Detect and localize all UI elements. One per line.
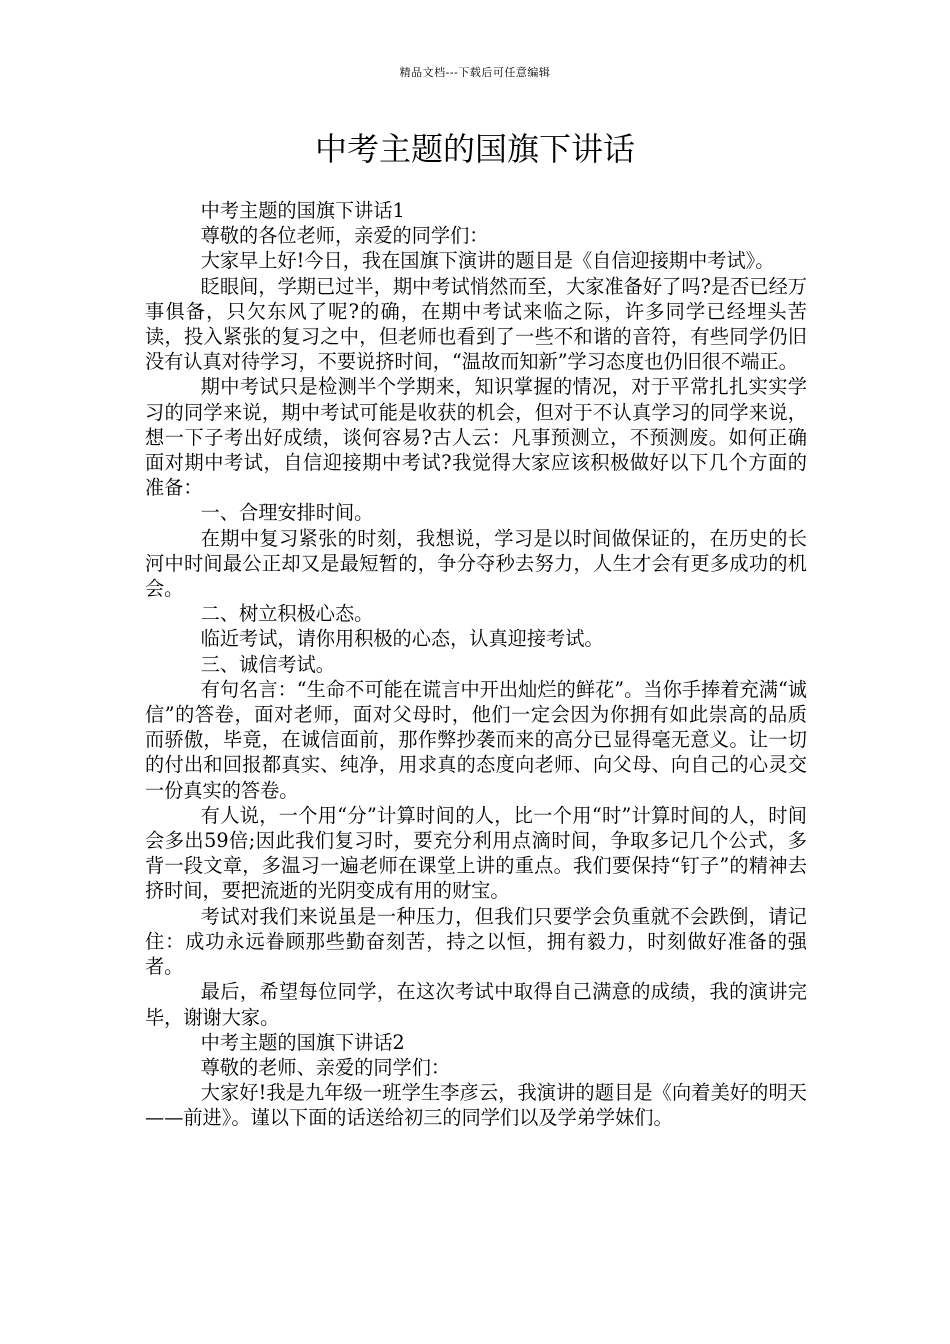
paragraph: 临近考试，请你用积极的心态，认真迎接考试。 bbox=[200, 627, 604, 651]
section-heading: 一、合理安排时间。 bbox=[200, 501, 374, 525]
paragraph: 中考主题的国旗下讲话2 bbox=[200, 1030, 405, 1054]
paragraph: 在期中复习紧张的时刻，我想说，学习是以时间做保证的，在历史的长河中时间最公正却又是最短暂的，争分夺秒去努力，人生才会有更多成功的机会。 bbox=[145, 526, 807, 601]
paragraph: 考试对我们来说虽是一种压力，但我们只要学会负重就不会跌倒，请记住：成功永远眷顾那些勤奋刻苦，持之以恒，拥有毅力，时刻做好准备的强者。 bbox=[145, 904, 807, 979]
section-heading: 三、诚信考试。 bbox=[200, 652, 335, 676]
paragraph: 有句名言：“生命不可能在谎言中开出灿烂的鲜花”。当你手捧着充满“诚信”的答卷，面对老师，面对父母时，他们一定会因为你拥有如此崇高的品质而骄傲，毕竟，在诚信面前，那作弊抄袭而来的高分已显得毫无意义。让一切的付出和回报都真实、纯净，用求真的态度向老师、向父母、向自己的心灵交一份真实的答卷。 bbox=[145, 677, 807, 802]
paragraph: 眨眼间，学期已过半，期中考试悄然而至，大家准备好了吗?是否已经万事俱备，只欠东风了呢?的确，在期中考试来临之际，许多同学已经埋头苦读，投入紧张的复习之中，但老师也看到了一些不和谐的音符，有些同学仍旧没有认真对待学习，不要说挤时间，“温故而知新”学习态度也仍旧很不端正。 bbox=[145, 274, 807, 374]
document-body bbox=[145, 198, 807, 1131]
paragraph: 尊敬的老师、亲爱的同学们： bbox=[200, 1055, 451, 1079]
paragraph: 大家早上好!今日，我在国旗下演讲的题目是《自信迎接期中考试》。 bbox=[200, 249, 775, 273]
section-heading: 二、树立积极心态。 bbox=[200, 602, 374, 626]
paragraph: 尊敬的各位老师，亲爱的同学们： bbox=[200, 224, 489, 248]
paragraph: 期中考试只是检测半个学期来，知识掌握的情况，对于平常扎扎实实学习的同学来说，期中考试可能是收获的机会，但对于不认真学习的同学来说，想一下子考出好成绩，谈何容易?古人云：凡事预测立，不预测废。如何正确面对期中考试，自信迎接期中考试?我觉得大家应该积极做好以下几个方面的准备： bbox=[145, 375, 807, 500]
paragraph: 大家好!我是九年级一班学生李彦云，我演讲的题目是《向着美好的明天——前进》。谨以下面的话送给初三的同学们以及学弟学妹们。 bbox=[145, 1081, 807, 1130]
paragraph: 有人说，一个用“分”计算时间的人，比一个用“时”计算时间的人，时间会多出59倍;因此我们复习时，要充分利用点滴时间，争取多记几个公式，多背一段文章，多温习一遍老师在课堂上讲的重点。我们要保持“钉子”的精神去挤时间，要把流逝的光阴变成有用的财宝。 bbox=[145, 803, 807, 903]
paragraph: 最后，希望每位同学，在这次考试中取得自己满意的成绩，我的演讲完毕，谢谢大家。 bbox=[145, 980, 807, 1029]
header-note: 精品文档---下载后可任意编辑 bbox=[399, 66, 551, 79]
paragraph: 中考主题的国旗下讲话1 bbox=[200, 199, 405, 222]
document-title: 中考主题的国旗下讲话 bbox=[314, 130, 635, 168]
